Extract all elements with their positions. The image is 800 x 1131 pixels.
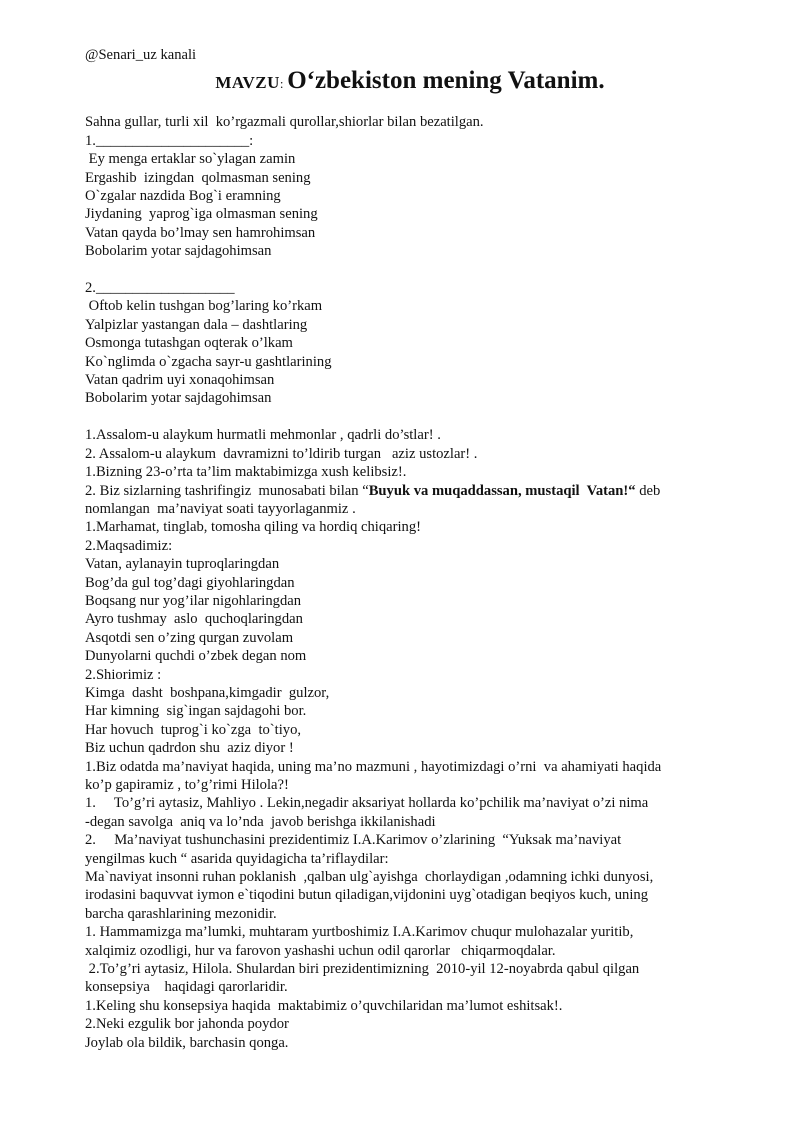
spacer	[85, 408, 735, 426]
body-line: barcha qarashlarining mezonidir.	[85, 905, 277, 922]
page-title	[85, 66, 735, 99]
body-line: 1.Marhamat, tinglab, tomosha qiling va hordiq chiqaring!	[85, 519, 421, 536]
song1-heading: 1._____________________:	[85, 132, 254, 149]
body-line: ko’p gapiramiz , to’g’rimi Hilola?!	[85, 777, 289, 793]
body-line	[85, 482, 735, 500]
poem-line: Vatan, aylanayin tuproqlaringdan	[85, 556, 280, 573]
song1-line: Ergashib izingdan qolmasman sening	[85, 169, 311, 186]
body-line: 2.Neki ezgulik bor jahonda poydor	[85, 1016, 289, 1033]
body-line: nomlangan ma’naviyat soati tayyorlaganmiz .	[85, 500, 356, 517]
song2-line: Osmonga tutashgan oqterak o’lkam	[85, 335, 293, 352]
song1-line: O`zgalar nazdida Bog`i eramning	[85, 188, 281, 205]
body-line: 2.Maqsadimiz:	[85, 537, 173, 554]
body-line: konsepsiya haqidagi qarorlaridir.	[85, 979, 288, 996]
intro-text: Sahna gullar, turli xil ko’rgazmali qurollar,shiorlar bilan bezatilgan.	[85, 114, 484, 131]
song1-line: Vatan qayda bo’lmay sen hamrohimsan	[85, 224, 316, 241]
song1-line: Bobolarim yotar sajdagohimsan	[85, 243, 272, 260]
channel-name: @Senari_uz kanali	[85, 47, 197, 63]
poem-line: Dunyolarni quchdi o’zbek degan nom	[85, 648, 307, 665]
title-colon: :	[279, 76, 284, 92]
body-line: xalqimiz ozodligi, hur va farovon yashashi uchun odil qarorlar chiqarmoqdalar.	[85, 942, 556, 959]
song1-line: Ey menga ertaklar so`ylagan zamin	[85, 151, 296, 168]
song2-line: Bobolarim yotar sajdagohimsan	[85, 390, 272, 407]
poem-line: Har kimning sig`ingan sajdagohi bor.	[85, 703, 307, 720]
body-line: -degan savolga aniq va lo’nda javob berishga ikkilanishadi	[85, 813, 436, 830]
body-line: 1.Keling shu konsepsiya haqida maktabimiz o’quvchilaridan ma’lumot eshitsak!.	[85, 997, 563, 1014]
body-line: 2. Ma’naviyat tushunchasini prezidentimiz I.A.Karimov o’zlarining “Yuksak ma’naviyat	[85, 832, 622, 849]
body-text: 2. Biz sizlarning tashrifingiz munosabati bilan “	[85, 482, 369, 499]
body-line: 1. Hammamizga ma’lumki, muhtaram yurtboshimiz I.A.Karimov chuqur mulohazalar yuritib,	[85, 924, 634, 941]
body-line: 2.To’g’ri aytasiz, Hilola. Shulardan biri prezidentimizning 2010-yil 12-noyabrda qabul qilgan	[85, 961, 640, 978]
poem-line: Ayro tushmay aslo quchoqlaringdan	[85, 611, 303, 628]
spacer	[85, 261, 735, 279]
body-line: 2.Shiorimiz :	[85, 666, 162, 683]
document-page	[85, 46, 735, 1052]
title-main: O‘zbekiston mening Vatanim.	[287, 67, 605, 95]
song2-line: Oftob kelin tushgan bog’laring ko’rkam	[85, 298, 323, 315]
body-text: deb	[635, 482, 661, 499]
song2-heading: 2.___________________	[85, 280, 235, 297]
song2-line: Ko`nglimda o`zgacha sayr-u gashtlarining	[85, 353, 332, 370]
body-line: 1.Bizning 23-o’rta ta’lim maktabimizga xush kelibsiz!.	[85, 464, 407, 481]
event-title: Buyuk va muqaddassan, mustaqil Vatan!“	[368, 482, 636, 499]
song2-line: Yalpizlar yastangan dala – dashtlaring	[85, 316, 308, 333]
body-line: Joylab ola bildik, barchasin qonga.	[85, 1034, 289, 1051]
body-line: yengilmas kuch “ asarida quyidagicha ta’riflaydilar:	[85, 850, 389, 867]
body-line: Ma`naviyat insonni ruhan poklanish ,qalban ulg`ayishga chorlaydigan ,odamning ichki dunyosi,	[85, 869, 654, 886]
body-line: 1.Biz odatda ma’naviyat haqida, uning ma’no mazmuni , hayotimizdagi o’rni va ahamiyati haqida	[85, 758, 662, 775]
poem-line: Kimga dasht boshpana,kimgadir gulzor,	[85, 684, 330, 701]
song2-line: Vatan qadrim uyi xonaqohimsan	[85, 372, 275, 389]
title-label: MAVZU	[215, 73, 280, 93]
body-line: 2. Assalom-u alaykum davramizni to’ldirib turgan aziz ustozlar! .	[85, 445, 478, 462]
poem-line: Har hovuch tuprog`i ko`zga to`tiyo,	[85, 721, 302, 738]
body-line: 1.Assalom-u alaykum hurmatli mehmonlar , qadrli do’stlar! .	[85, 427, 441, 444]
poem-line: Boqsang nur yog’ilar nigohlaringdan	[85, 592, 302, 609]
body-line: irodasini baquvvat iymon e`tiqodini butun qiladigan,vijdonini uyg`otadigan beqiyos kuch, uning	[85, 887, 648, 904]
song1-line: Jiydaning yaprog`iga olmasman sening	[85, 206, 318, 223]
poem-line: Biz uchun qadrdon shu aziz diyor !	[85, 740, 294, 757]
body-line: 1. To’g’ri aytasiz, Mahliyo . Lekin,negadir aksariyat hollarda ko’pchilik ma’naviyat o’zi nima	[85, 795, 649, 812]
poem-line: Bog’da gul tog’dagi giyohlaringdan	[85, 574, 295, 591]
poem-line: Asqotdi sen o’zing qurgan zuvolam	[85, 629, 294, 646]
